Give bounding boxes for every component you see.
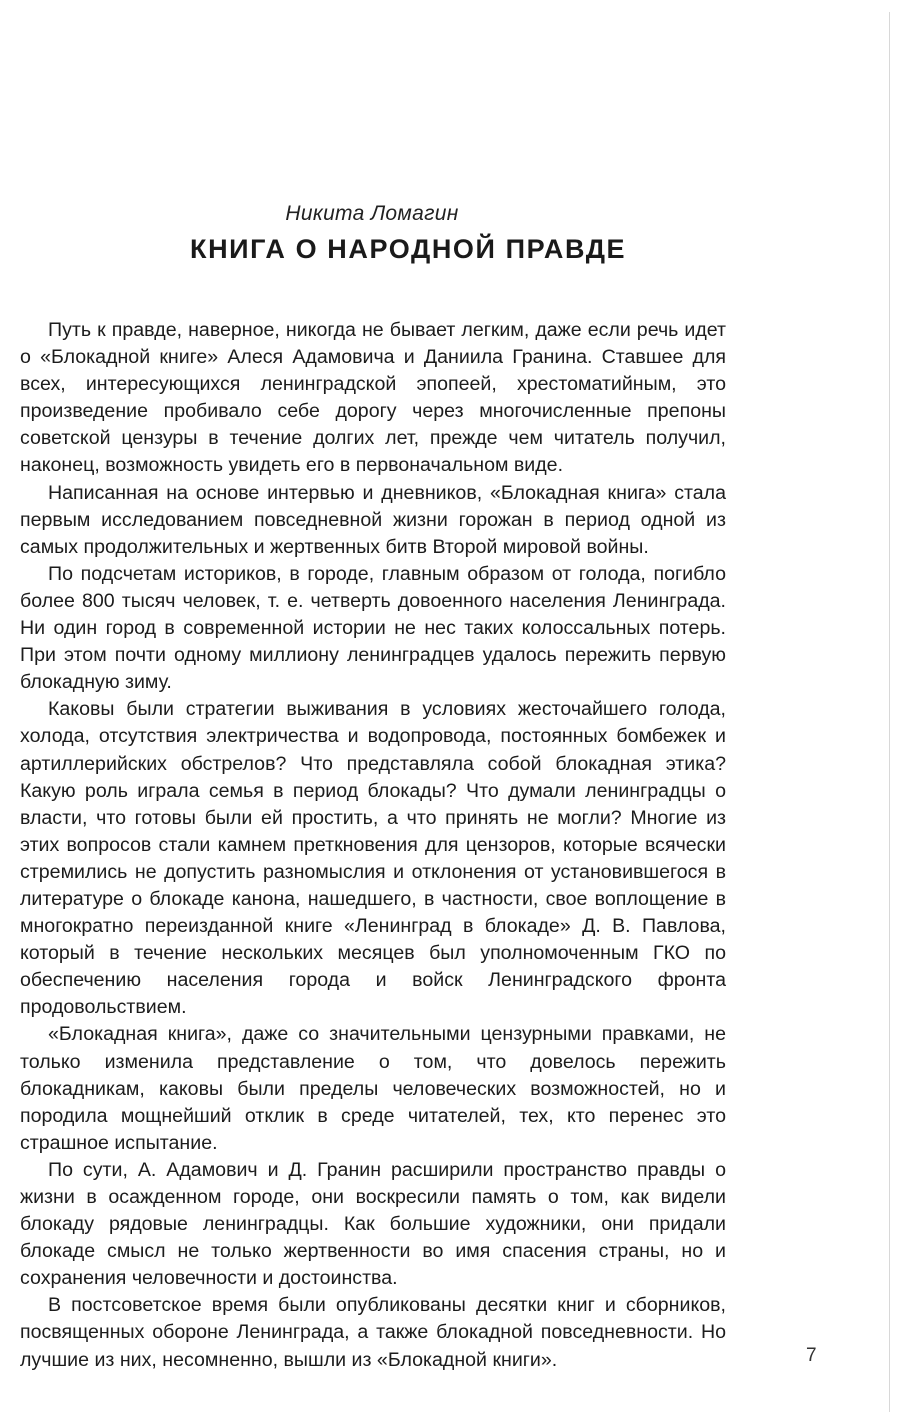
author-name: Никита Ломагин bbox=[285, 202, 459, 225]
paragraph: Путь к правде, наверное, никогда не бывает легким, даже если речь идет о «Блокадной книге» Алеся Адамовича и Даниила Гранина. Ставшее для всех, интересующихся ленинградской эпопеей, хрестоматийным, это произведение пробивало себе дорогу через многочисленные препоны советской цензуры в течение долгих лет, прежде чем читатель получил, наконец, возможность увидеть его в первоначальном виде. bbox=[20, 319, 726, 477]
paragraph: Каковы были стратегии выживания в условиях жесточайшего голода, холода, отсутствия электричества и водопровода, постоянных бомбежек и артиллерийских обстрелов? Что представляла собой блокадная этика? Какую роль играла семья в период блокады? Что думали ленинградцы о власти, что готовы были ей простить, а что принять не могли? Многие из этих вопросов стали камнем преткновения для цензоров, которые всячески стремились не допустить разномыслия и отклонения от установившегося в литературе о блокаде канона, нашедшего, в частности, свое воплощение в многократно переизданной книге «Ленинград в блокаде» Д. В. Павлова, который в течение нескольких месяцев был уполномоченным ГКО по обеспечению населения города и войск Ленинградского фронта продовольствием. bbox=[20, 698, 726, 1019]
paragraph: Написанная на основе интервью и дневников, «Блокадная книга» стала первым исследованием повседневной жизни горожан в период одной из самых продолжительных и жертвенных битв Второй мировой войны. bbox=[20, 481, 726, 558]
paragraph: «Блокадная книга», даже со значительными цензурными правками, не только изменила представление о том, что довелось пережить блокадникам, каковы были пределы человеческих возможностей, но и породила мощнейший отклик в среде читателей, тех, кто перенес это страшное испытание. bbox=[20, 1023, 726, 1154]
paragraph: В постсоветское время были опубликованы десятки книг и сборников, посвященных обороне Ленинграда, а также блокадной повседневности. Но лучшие из них, несомненно, вышли из «Блокадной книги». bbox=[20, 1294, 726, 1371]
paragraph: По подсчетам историков, в городе, главным образом от голода, погибло более 800 тысяч человек, т. е. четверть довоенного населения Ленинграда. Ни один город в современной истории не нес таких колоссальных потерь. При этом почти одному миллиону ленинградцев удалось пережить первую блокадную зиму. bbox=[20, 562, 726, 694]
body-text bbox=[20, 317, 726, 1374]
chapter-title: КНИГА О НАРОДНОЙ ПРАВДЕ bbox=[190, 234, 627, 264]
page-edge-divider bbox=[889, 12, 890, 1412]
paragraph: По сути, А. Адамович и Д. Гранин расширили пространство правды о жизни в осажденном городе, они воскресили память о том, как видели блокаду рядовые ленинградцы. Как большие художники, они придали блокаде смысл не только жертвенности во имя спасения страны, но и сохранения человечности и достоинства. bbox=[20, 1158, 726, 1290]
page-number: 7 bbox=[806, 1345, 817, 1366]
